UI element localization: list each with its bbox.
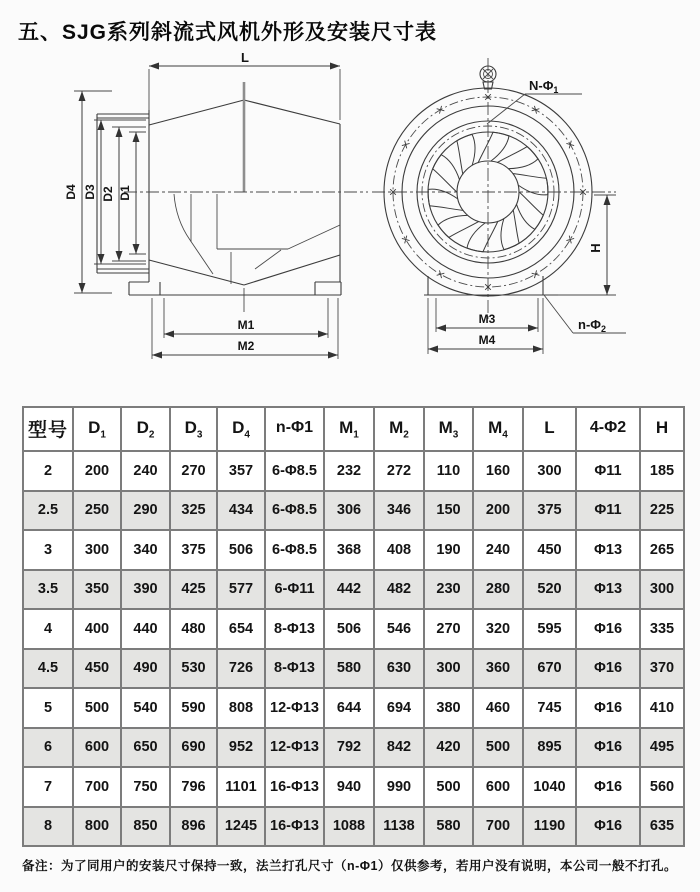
table-cell: 940 [324,767,374,807]
table-cell: 200 [473,491,523,531]
table-row [23,649,684,689]
table-cell: 7 [23,767,73,807]
dimension-table [22,406,685,847]
table-cell: 850 [121,807,170,847]
table-cell: 434 [217,491,265,531]
dim-label-D3: D3 [83,184,97,200]
table-cell: 595 [523,609,576,649]
table-cell: 6-Φ8.5 [265,451,324,491]
table-cell: 442 [324,570,374,610]
table-cell: 8-Φ13 [265,649,324,689]
table-cell: 110 [424,451,473,491]
column-header-m3: $M_3$ [424,407,473,451]
table-cell: Φ13 [576,570,640,610]
callout-n-phi2-base: n-Φ [578,317,601,332]
column-header-d4: $D_4$ [217,407,265,451]
table-cell: 990 [374,767,424,807]
table-cell: 340 [121,530,170,570]
table-cell: 808 [217,688,265,728]
table-row [23,767,684,807]
table-cell: 190 [424,530,473,570]
column-header-h: H [640,407,684,451]
table-cell: 3 [23,530,73,570]
table-cell: 577 [217,570,265,610]
column-header-m4: $M_4$ [473,407,523,451]
table-cell: 540 [121,688,170,728]
table-cell: Φ11 [576,451,640,491]
column-header-d2: $D_2$ [121,407,170,451]
table-cell: 580 [324,649,374,689]
table-cell: 895 [523,728,576,768]
column-header-model: 型号 [23,407,73,451]
table-cell: 270 [170,451,217,491]
table-cell: 272 [374,451,424,491]
table-cell: 650 [121,728,170,768]
column-header-4phi2: 4-Φ2 [576,407,640,451]
svg-text:n-Φ2 [578,317,606,334]
dim-label-M2: M2 [237,339,255,353]
front-mounting-base [424,276,616,295]
dim-label-M3: M3 [478,312,496,326]
table-cell: 500 [73,688,121,728]
table-row [23,807,684,847]
table-cell: 200 [73,451,121,491]
table-cell: 520 [523,570,576,610]
table-cell: 150 [424,491,473,531]
table-cell: 346 [374,491,424,531]
table-row [23,491,684,531]
table-cell: 240 [121,451,170,491]
table-cell: 4 [23,609,73,649]
dim-label-D4: D4 [64,184,78,200]
table-cell: 644 [324,688,374,728]
table-row [23,728,684,768]
table-cell: 546 [374,609,424,649]
table-cell: 842 [374,728,424,768]
table-cell: 480 [170,609,217,649]
footnote: 备注：为了同用户的安装尺寸保持一致，法兰打孔尺寸（n-Φ1）仅供参考，若用户没有说明，本公司一般不打孔。 [22,859,678,873]
table-cell: 400 [73,609,121,649]
table-row [23,570,684,610]
dim-M4 [428,298,543,354]
table-row [23,530,684,570]
table-cell: Φ16 [576,728,640,768]
table-cell: 490 [121,649,170,689]
table-cell: 440 [121,609,170,649]
table-cell: 600 [73,728,121,768]
table-cell: Φ11 [576,491,640,531]
table-cell: 368 [324,530,374,570]
column-header-nphi1: n-Φ1 [265,407,324,451]
dim-D1 [118,132,146,254]
shaft [243,82,246,192]
side-view-drawing [18,52,378,390]
table-cell: 500 [424,767,473,807]
table-cell: 408 [374,530,424,570]
table-cell: 250 [73,491,121,531]
table-cell: 2.5 [23,491,73,531]
table-cell: 390 [121,570,170,610]
table-cell: 320 [473,609,523,649]
column-header-m2: $M_2$ [374,407,424,451]
table-cell: 6-Φ8.5 [265,530,324,570]
table-cell: 300 [73,530,121,570]
table-cell: 600 [473,767,523,807]
svg-text:N-Φ1 [529,78,558,95]
table-cell: 1138 [374,807,424,847]
table-cell: 265 [640,530,684,570]
table-cell: 8-Φ13 [265,609,324,649]
table-cell: 506 [324,609,374,649]
table-cell: 230 [424,570,473,610]
dim-label-D1: D1 [118,185,132,201]
table-cell: Φ16 [576,649,640,689]
table-cell: 335 [640,609,684,649]
table-cell: 580 [424,807,473,847]
table-cell: Φ13 [576,530,640,570]
table-cell: 370 [640,649,684,689]
table-cell: 4.5 [23,649,73,689]
table-cell: 460 [473,688,523,728]
table-cell: 375 [523,491,576,531]
callout-n-phi2 [544,295,626,334]
table-cell: 1088 [324,807,374,847]
table-cell: 495 [640,728,684,768]
table-row [23,451,684,491]
column-header-m1: $M_1$ [324,407,374,451]
table-cell: 6-Φ8.5 [265,491,324,531]
table-cell: Φ16 [576,807,640,847]
table-cell: 1190 [523,807,576,847]
table-row [23,688,684,728]
table-cell: 1101 [217,767,265,807]
table-cell: 560 [640,767,684,807]
table-cell: 8 [23,807,73,847]
mounting-base [129,282,341,295]
page-title: 五、SJG系列斜流式风机外形及安装尺寸表 [18,21,438,44]
table-cell: 700 [473,807,523,847]
table-cell: 270 [424,609,473,649]
table-cell: 796 [170,767,217,807]
table-cell: 225 [640,491,684,531]
table-cell: 300 [640,570,684,610]
table-cell: 375 [170,530,217,570]
table-cell: 360 [473,649,523,689]
table-cell: 482 [374,570,424,610]
table-cell: 3.5 [23,570,73,610]
table-cell: 410 [640,688,684,728]
table-cell: 300 [424,649,473,689]
table-cell: Φ16 [576,688,640,728]
callout-N-phi1 [487,78,582,124]
table-cell: 690 [170,728,217,768]
table-cell: 726 [217,649,265,689]
table-cell: 350 [73,570,121,610]
column-header-d1: $D_1$ [73,407,121,451]
table-cell: 1040 [523,767,576,807]
table-cell: 290 [121,491,170,531]
table-cell: 745 [523,688,576,728]
table-cell: 16-Φ13 [265,767,324,807]
table-cell: 425 [170,570,217,610]
column-header-d3: $D_3$ [170,407,217,451]
table-cell: 654 [217,609,265,649]
table-cell: 420 [424,728,473,768]
table-row [23,609,684,649]
table-cell: 5 [23,688,73,728]
dim-M1 [164,298,328,338]
table-cell: 530 [170,649,217,689]
table-cell: 500 [473,728,523,768]
table-cell: 280 [473,570,523,610]
table-cell: 357 [217,451,265,491]
table-cell: 450 [73,649,121,689]
callout-n-phi2-sub: 2 [600,324,606,334]
table-cell: 506 [217,530,265,570]
dim-label-D2: D2 [101,186,115,202]
table-cell: 232 [324,451,374,491]
table-cell: 306 [324,491,374,531]
table-cell: 240 [473,530,523,570]
table-cell: 792 [324,728,374,768]
table-cell: 450 [523,530,576,570]
table-cell: 700 [73,767,121,807]
dim-M3 [436,298,538,332]
dim-H [588,195,616,295]
table-cell: 325 [170,491,217,531]
table-cell: Φ16 [576,609,640,649]
column-header-l: L [523,407,576,451]
header-row [23,407,684,451]
table-cell: 630 [374,649,424,689]
dim-label-L: L [241,52,249,65]
table-cell: 635 [640,807,684,847]
table-cell: 694 [374,688,424,728]
table-cell: 2 [23,451,73,491]
callout-N-phi1-sub: 1 [553,85,559,95]
table-cell: 800 [73,807,121,847]
table-cell: 300 [523,451,576,491]
table-cell: 16-Φ13 [265,807,324,847]
table-cell: 670 [523,649,576,689]
table-cell: 185 [640,451,684,491]
drawings-area [0,52,700,392]
table-cell: 1245 [217,807,265,847]
callout-N-phi1-base: N-Φ [529,78,554,93]
table-cell: 380 [424,688,473,728]
table-cell: 896 [170,807,217,847]
table-cell: Φ16 [576,767,640,807]
table-cell: 12-Φ13 [265,728,324,768]
dim-label-M4: M4 [478,333,496,347]
table-cell: 160 [473,451,523,491]
table-cell: 750 [121,767,170,807]
table-cell: 6-Φ11 [265,570,324,610]
table-cell: 6 [23,728,73,768]
table-cell: 12-Φ13 [265,688,324,728]
dim-label-M1: M1 [237,318,255,332]
front-view-drawing [368,52,698,390]
table-cell: 590 [170,688,217,728]
table-cell: 952 [217,728,265,768]
dim-label-H: H [588,243,603,253]
